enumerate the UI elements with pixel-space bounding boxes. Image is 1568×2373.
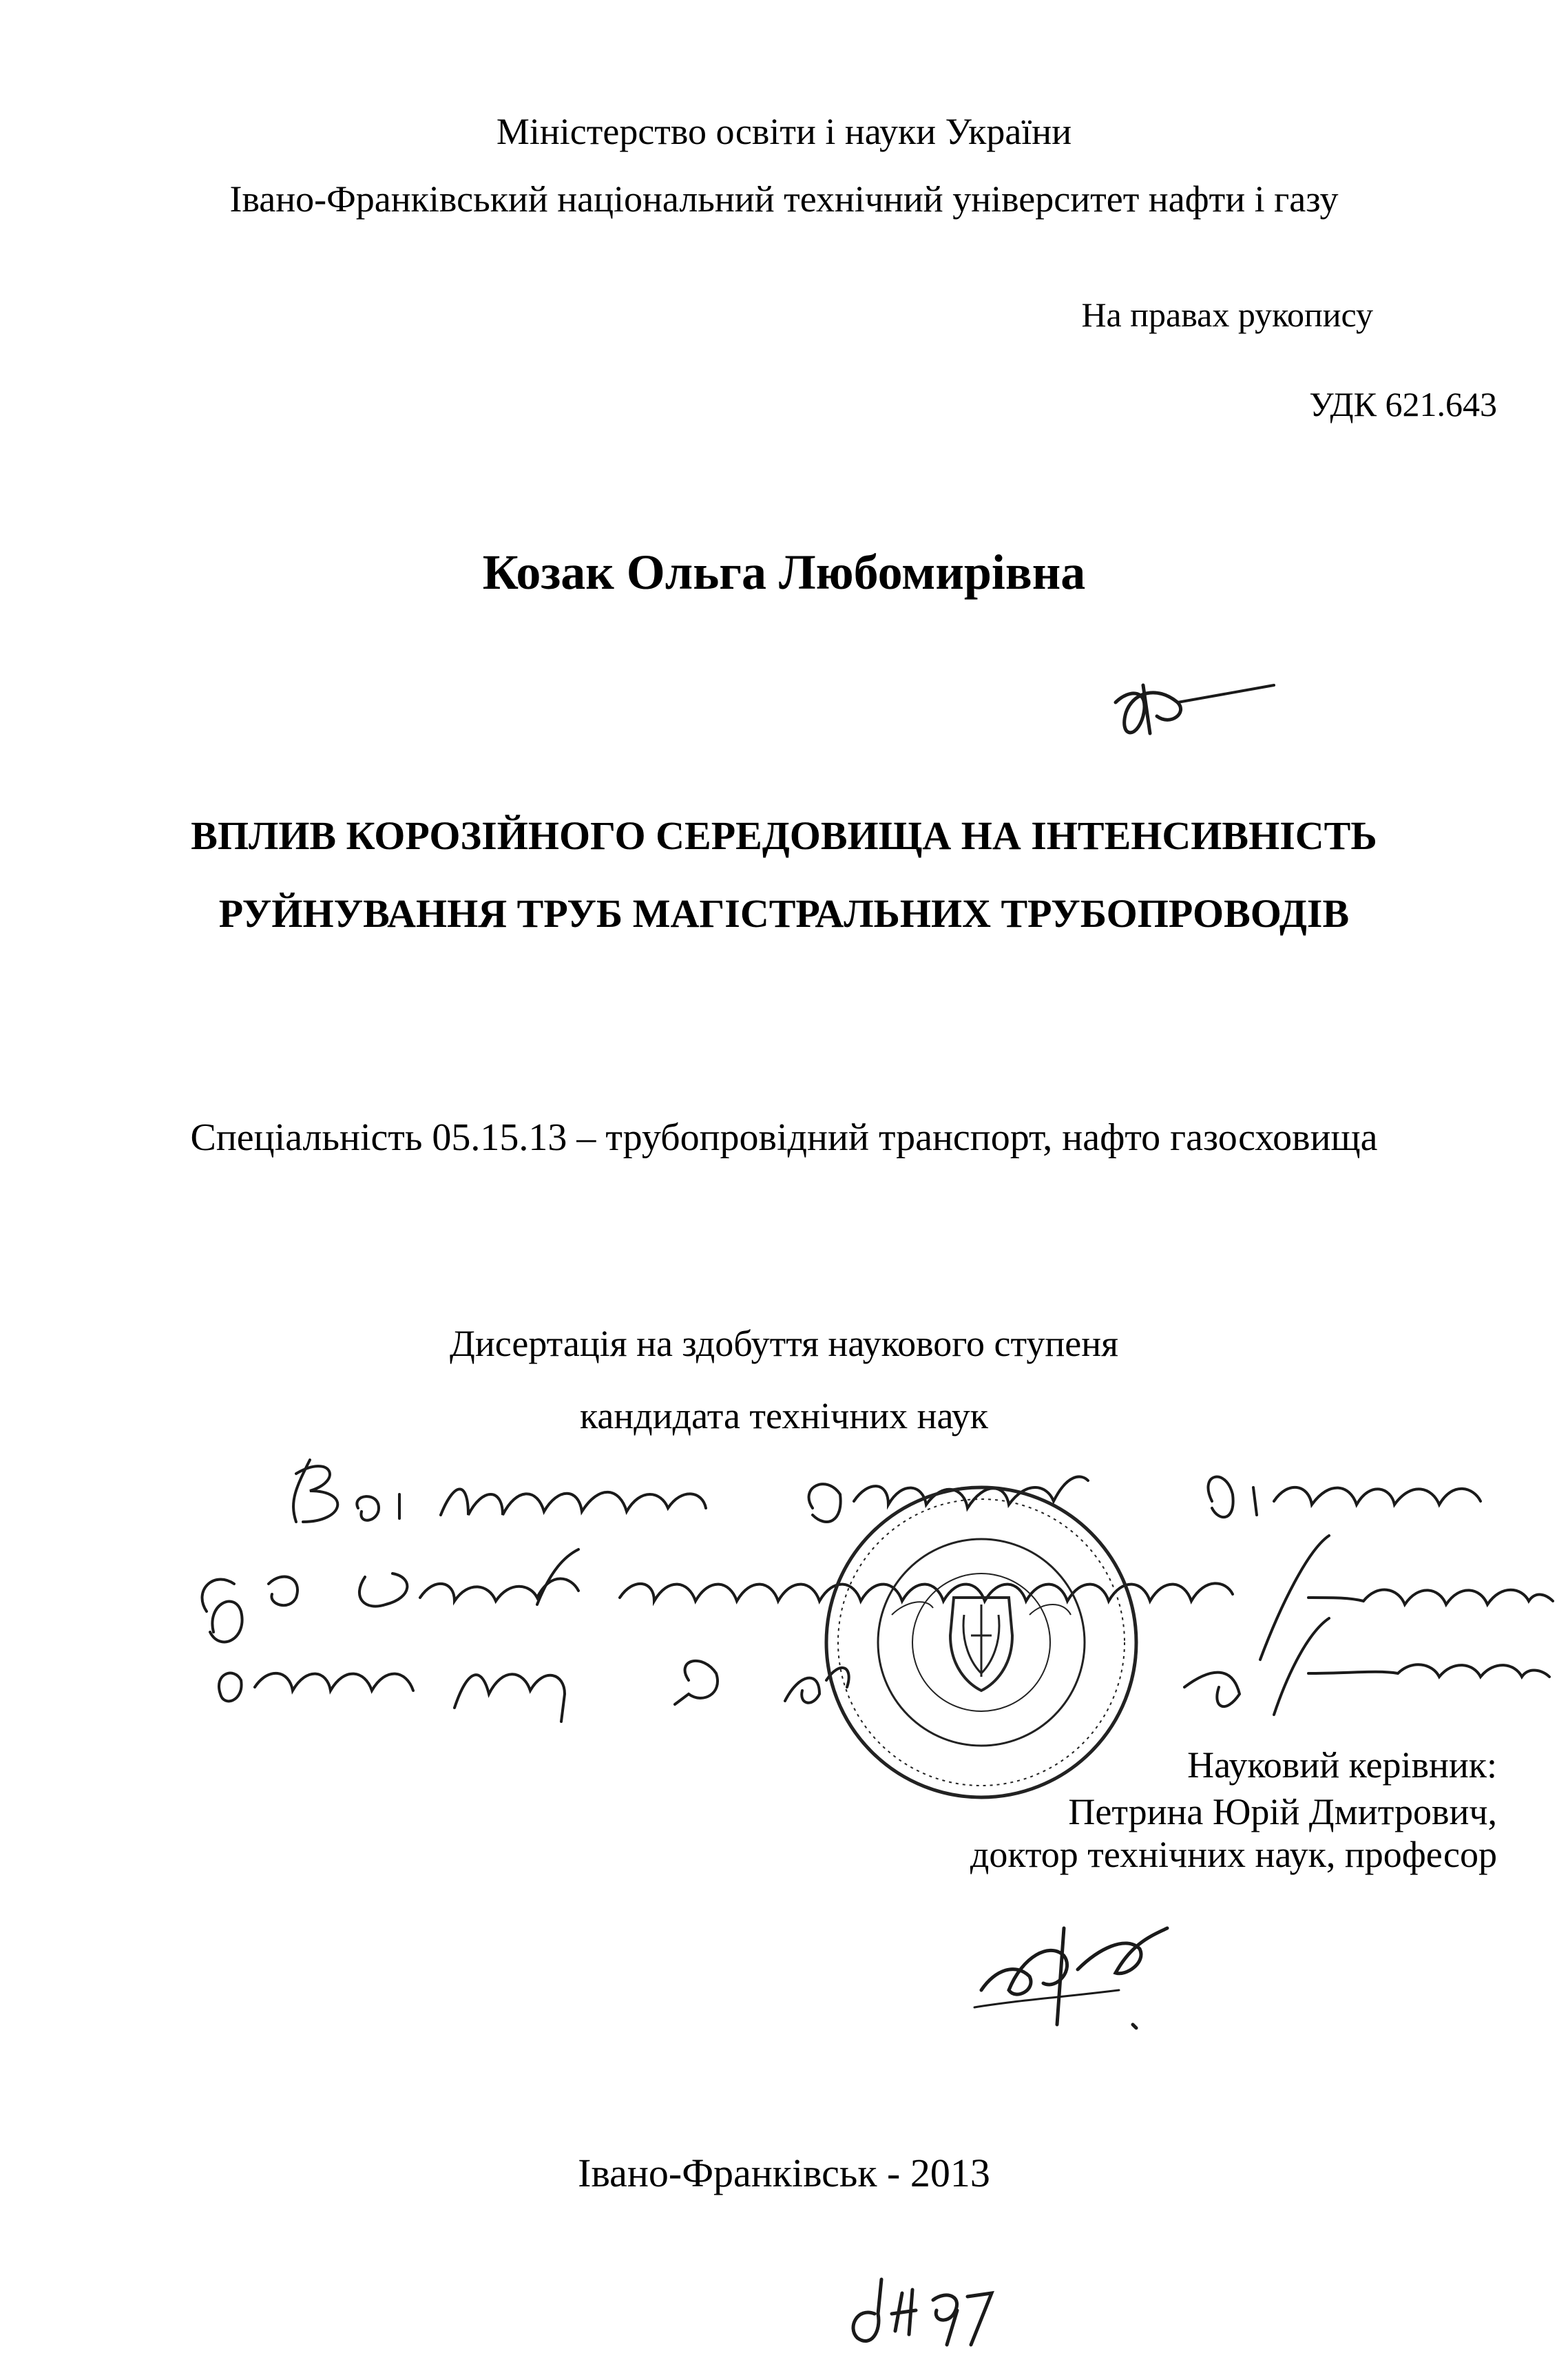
supervisor-label: Науковий керівник: (1187, 1744, 1497, 1786)
specialty: Спеціальність 05.15.13 – трубопровідний транспорт, нафто газосховища (190, 1116, 1378, 1159)
thesis-title-line-1: ВПЛИВ КОРОЗІЙНОГО СЕРЕДОВИЩА НА ІНТЕНСИВНІСТЬ (191, 813, 1377, 858)
thesis-title-line-2: РУЙНУВАННЯ ТРУБ МАГІСТРАЛЬНИХ ТРУБОПРОВОДІВ (218, 891, 1350, 936)
university-name: Івано-Франківський національний технічний університет нафти і газу (229, 178, 1339, 220)
archive-number-handwritten (837, 2266, 1002, 2355)
supervisor-name: Петрина Юрій Дмитрович, (1068, 1791, 1497, 1832)
author-signature (1102, 661, 1281, 757)
manuscript-note: На правах рукопису (1081, 295, 1373, 334)
degree-line-2: кандидата технічних наук (580, 1395, 988, 1436)
udc-code: УДК 621.643 (1309, 385, 1497, 424)
supervisor-signature (961, 1887, 1188, 2045)
ministry-name: Міністерство освіти і науки України (496, 111, 1072, 152)
city-and-year: Івано-Франківськ - 2013 (578, 2151, 990, 2195)
official-stamp (816, 1477, 1147, 1808)
secretary-signature (1171, 1604, 1556, 1728)
degree-line-1: Дисертація на здобуття наукового ступеня (449, 1323, 1119, 1364)
supervisor-degree: доктор технічних наук, професор (970, 1834, 1497, 1875)
author-name: Козак Ольга Любомирівна (482, 545, 1086, 600)
